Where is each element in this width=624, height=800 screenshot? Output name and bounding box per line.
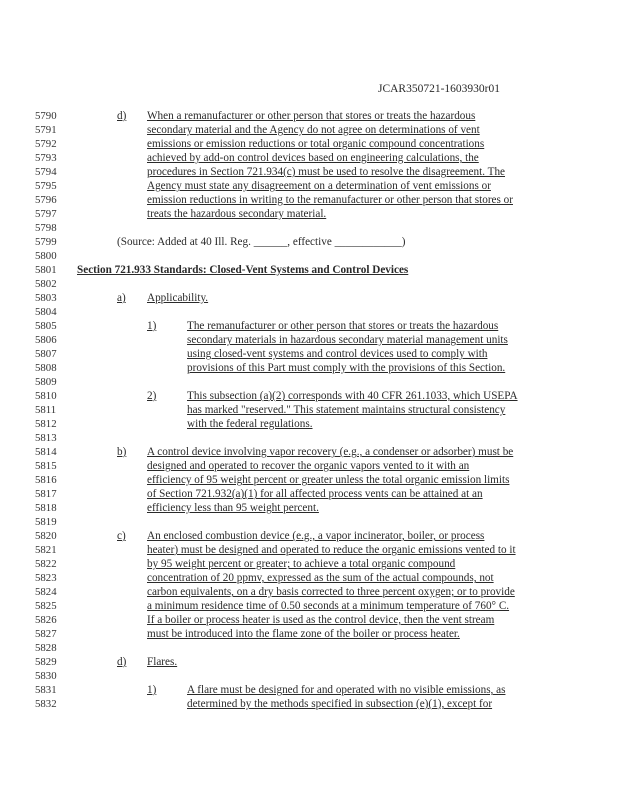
line-number: 5830 — [35, 670, 57, 682]
paragraph-line: Agency must state any disagreement on a determination of vent emissions or — [147, 180, 491, 192]
paragraph-line: A flare must be designed for and operated with no visible emissions, as — [187, 684, 506, 696]
line-number: 5806 — [35, 334, 57, 346]
paragraph-line: designed and operated to recover the organic vapors vented to it with an — [147, 460, 470, 472]
line-number: 5790 — [35, 110, 57, 122]
subparagraph-label: 1) — [147, 684, 157, 696]
paragraph-line: by 95 weight percent or greater; to achieve a total organic compound — [147, 558, 456, 570]
paragraph-line: emissions or emission reductions or total organic compound concentrations — [147, 138, 485, 150]
subparagraph-label: 1) — [147, 320, 157, 332]
paragraph-line: This subsection (a)(2) corresponds with 40 CFR 261.1033, which USEPA — [187, 390, 518, 402]
paragraph-line: efficiency of 95 weight percent or greater unless the total organic emission limits — [147, 474, 510, 486]
paragraph-line: provisions of this Part must comply with the provisions of this Section. — [187, 362, 506, 374]
line-number: 5795 — [35, 180, 57, 192]
line-number: 5821 — [35, 544, 57, 556]
paragraph-label: a) — [117, 292, 126, 304]
line-number: 5798 — [35, 222, 57, 234]
paragraph-line: achieved by add-on control devices based on engineering calculations, the — [147, 152, 479, 164]
line-number: 5807 — [35, 348, 57, 360]
paragraph-line: carbon equivalents, on a dry basis corrected to three percent oxygen; or to provide — [147, 586, 515, 598]
line-number: 5792 — [35, 138, 57, 150]
subparagraph-label: 2) — [147, 390, 157, 402]
line-number: 5796 — [35, 194, 57, 206]
paragraph-line: concentration of 20 ppmv, expressed as the sum of the actual compounds, not — [147, 572, 494, 584]
line-number: 5805 — [35, 320, 57, 332]
paragraph-line: A control device involving vapor recovery (e.g., a condenser or adsorber) must be — [147, 446, 514, 458]
line-number: 5803 — [35, 292, 57, 304]
line-number: 5808 — [35, 362, 57, 374]
line-number: 5818 — [35, 502, 57, 514]
source-note: (Source: Added at 40 Ill. Reg. ______, effective ____________) — [117, 236, 406, 248]
paragraph-line: with the federal regulations. — [187, 418, 313, 430]
paragraph-line: heater) must be designed and operated to reduce the organic emissions vented to it — [147, 544, 516, 556]
paragraph-line: secondary materials in hazardous secondary material management units — [187, 334, 508, 346]
paragraph-line: When a remanufacturer or other person that stores or treats the hazardous — [147, 110, 476, 122]
line-number: 5812 — [35, 418, 57, 430]
line-number: 5811 — [35, 404, 57, 416]
paragraph-label: b) — [117, 446, 127, 458]
line-number: 5815 — [35, 460, 57, 472]
line-number: 5802 — [35, 278, 57, 290]
paragraph-line: using closed-vent systems and control devices used to comply with — [187, 348, 488, 360]
paragraph-line: emission reductions in writing to the remanufacturer or other person that stores or — [147, 194, 513, 206]
paragraph-line: has marked "reserved." This statement maintains structural consistency — [187, 404, 506, 416]
line-number: 5817 — [35, 488, 57, 500]
line-number: 5823 — [35, 572, 57, 584]
line-number: 5816 — [35, 474, 57, 486]
line-number: 5794 — [35, 166, 57, 178]
paragraph-line: of Section 721.932(a)(1) for all affected process vents can be attained at an — [147, 488, 483, 500]
paragraph-line: treats the hazardous secondary material. — [147, 208, 327, 220]
line-number: 5793 — [35, 152, 57, 164]
line-number: 5826 — [35, 614, 57, 626]
line-number: 5804 — [35, 306, 57, 318]
line-number: 5828 — [35, 642, 57, 654]
line-number: 5822 — [35, 558, 57, 570]
line-number: 5819 — [35, 516, 57, 528]
line-number: 5827 — [35, 628, 57, 640]
section-heading: Section 721.933 Standards: Closed-Vent Systems and Control Devices — [77, 264, 409, 276]
paragraph-line: The remanufacturer or other person that stores or treats the hazardous — [187, 320, 499, 332]
line-number: 5824 — [35, 586, 57, 598]
paragraph-title: Flares. — [147, 656, 178, 668]
line-number: 5809 — [35, 376, 57, 388]
line-number: 5829 — [35, 656, 57, 668]
paragraph-line: procedures in Section 721.934(c) must be used to resolve the disagreement. The — [147, 166, 506, 178]
line-number: 5799 — [35, 236, 57, 248]
paragraph-line: secondary material and the Agency do not agree on determinations of vent — [147, 124, 480, 136]
line-number: 5791 — [35, 124, 57, 136]
line-number: 5800 — [35, 250, 57, 262]
line-number: 5832 — [35, 698, 57, 710]
document-id: JCAR350721-1603930r01 — [377, 83, 500, 95]
line-number: 5810 — [35, 390, 57, 402]
line-number: 5825 — [35, 600, 57, 612]
line-number: 5801 — [35, 264, 57, 276]
paragraph-line: a minimum residence time of 0.50 seconds at a minimum temperature of 760° C. — [147, 600, 510, 612]
paragraph-label: d) — [117, 656, 127, 668]
paragraph-line: determined by the methods specified in subsection (e)(1), except for — [187, 698, 493, 710]
line-number: 5831 — [35, 684, 57, 696]
paragraph-line: An enclosed combustion device (e.g., a vapor incinerator, boiler, or process — [147, 530, 485, 542]
line-number: 5797 — [35, 208, 57, 220]
line-number: 5813 — [35, 432, 57, 444]
paragraph-label: d) — [117, 110, 127, 122]
line-number: 5820 — [35, 530, 57, 542]
paragraph-title: Applicability. — [147, 292, 209, 304]
paragraph-line: If a boiler or process heater is used as the control device, then the vent stream — [147, 614, 495, 626]
paragraph-line: must be introduced into the flame zone of the boiler or process heater. — [147, 628, 460, 640]
paragraph-line: efficiency less than 95 weight percent. — [147, 502, 319, 514]
paragraph-label: c) — [117, 530, 126, 542]
line-number: 5814 — [35, 446, 57, 458]
